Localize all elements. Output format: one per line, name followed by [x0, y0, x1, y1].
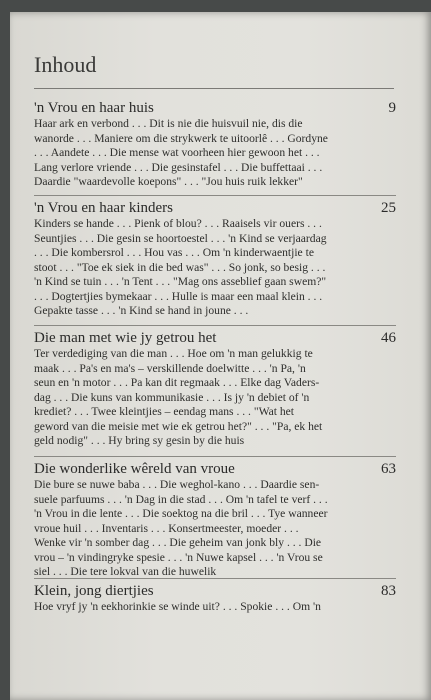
- subtopic-line: wanorde . . . Maniere om die strykwerk te uitoorlê . . . Gordyne: [34, 131, 328, 145]
- chapter-page-number: 63: [381, 461, 396, 477]
- subtopic-line: Gepakte tasse . . . 'n Kind se hand in joune . . .: [34, 304, 249, 317]
- subtopic-line: Hoe vryf jy 'n eekhorinkie se winde uit? . . . Spokie . . . Om 'n: [34, 600, 321, 613]
- chapter-title: Die wonderlike wêreld van vroue: [34, 461, 235, 477]
- heading-rule: [34, 88, 394, 89]
- chapter-title: 'n Vrou en haar kinders: [34, 200, 173, 216]
- subtopic-line: vrou – 'n vindingryke spesie . . . 'n Nuwe kapsel . . . 'n Vrou se: [34, 550, 323, 564]
- subtopic-line: krediet? . . . Twee kleintjies – eendag mans . . . "Wat het: [34, 405, 295, 418]
- chapter-page-number: 46: [381, 330, 396, 346]
- subtopic-line: maak . . . Pa's en ma's – verskillende doelwitte . . . 'n Pa, 'n: [34, 361, 306, 375]
- subtopic-line: 'n Vrou in die lente . . . Die soektog na die bril . . . Tye wanneer: [34, 507, 328, 520]
- toc-section: [34, 461, 396, 580]
- toc-section: [34, 583, 396, 615]
- chapter-page-number: 83: [381, 583, 396, 599]
- chapter-title: 'n Vrou en haar huis: [34, 100, 154, 116]
- chapter-subtopics: [34, 478, 396, 580]
- chapter-subtopics: [34, 347, 396, 449]
- subtopic-line: . . . Die kombersrol . . . Hou vas . . . Om 'n kinderwaentjie te: [34, 246, 314, 259]
- section-divider: [34, 325, 396, 326]
- chapter-page-number: 25: [381, 200, 396, 216]
- subtopic-line: stoot . . . "Toe ek siek in die bed was" . . . So jonk, so besig . . .: [34, 260, 326, 274]
- subtopic-line: seun en 'n motor . . . Pa kan dit regmaak . . . Elke dag Vaders-: [34, 376, 320, 389]
- chapter-title: Die man met wie jy getrou het: [34, 330, 217, 346]
- subtopic-line: Ter verdediging van die man . . . Hoe om 'n man gelukkig te: [34, 347, 313, 360]
- toc-section: [34, 330, 396, 449]
- chapter-subtopics: [34, 217, 396, 319]
- toc-entry-header: [34, 100, 396, 117]
- subtopic-line: geld nodig" . . . Hy bring sy gesin by die huis: [34, 434, 245, 447]
- subtopic-line: dag . . . Die kuns van kommunikasie . . . Is jy 'n debiet of 'n: [34, 390, 310, 404]
- contents-heading: Inhoud: [34, 52, 97, 77]
- subtopic-line: Lang verlore vriende . . . Die gesinstafel . . . Die buffettaai . . .: [34, 160, 323, 174]
- section-divider: [34, 578, 396, 579]
- subtopic-line: Daardie "waardevolle koepons" . . . "Jou huis ruik lekker": [34, 175, 303, 188]
- subtopic-line: . . . Dogtertjies bymekaar . . . Hulle is maar een maal klein . . .: [34, 289, 323, 303]
- book-page: [10, 12, 431, 700]
- subtopic-line: geword van die meisie met wie ek getrou het?" . . . "Pa, ek het: [34, 419, 323, 433]
- subtopic-line: vroue huil . . . Inventaris . . . Konsertmeester, moeder . . .: [34, 521, 299, 535]
- subtopic-line: Die bure se nuwe baba . . . Die weghol-kano . . . Daardie sen-: [34, 478, 320, 491]
- chapter-title: Klein, jong diertjies: [34, 583, 154, 599]
- subtopic-line: Kinders se hande . . . Pienk of blou? . . . Raaisels vir ouers . . .: [34, 217, 322, 230]
- chapter-subtopics: [34, 600, 396, 615]
- section-divider: [34, 195, 396, 196]
- toc-entry-header: [34, 583, 396, 600]
- subtopic-line: siel . . . Die tere lokval van die huwelik: [34, 565, 217, 578]
- toc-entry-header: [34, 200, 396, 217]
- toc-entry-header: [34, 461, 396, 478]
- subtopic-line: 'n Kind se tuin . . . 'n Tent . . . "Mag ons asseblief gaan swem?": [34, 275, 327, 288]
- subtopic-line: suele parfuums . . . 'n Dag in die stad . . . Om 'n tafel te verf . . .: [34, 492, 328, 506]
- subtopic-line: Seuntjies . . . Die gesin se hoortoestel . . . 'n Kind se verjaardag: [34, 231, 327, 245]
- subtopic-line: Wenke vir 'n somber dag . . . Die geheim van jonk bly . . . Die: [34, 536, 322, 549]
- chapter-subtopics: [34, 117, 396, 190]
- toc-entry-header: [34, 330, 396, 347]
- subtopic-line: Haar ark en verbond . . . Dit is nie die huisvuil nie, dis die: [34, 117, 303, 130]
- chapter-page-number: 9: [388, 100, 396, 116]
- section-divider: [34, 456, 396, 457]
- toc-section: [34, 100, 396, 190]
- subtopic-line: . . . Aandete . . . Die mense wat voorheen hier gewoon het . . .: [34, 146, 320, 159]
- toc-section: [34, 200, 396, 319]
